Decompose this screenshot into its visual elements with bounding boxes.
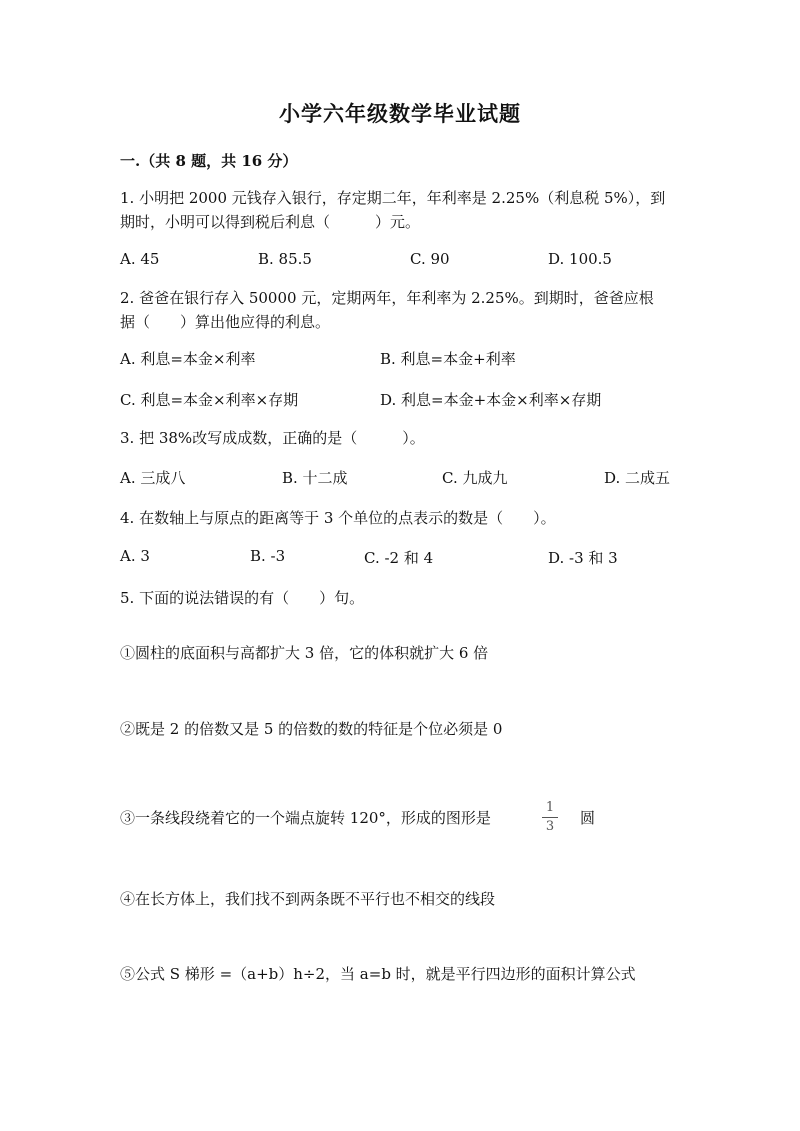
question-2-option-c[interactable]: C. 利息=本金×利率×存期 (120, 391, 299, 409)
question-1-option-d[interactable]: D. 100.5 (548, 250, 612, 268)
question-3-option-b[interactable]: B. 十二成 (282, 469, 348, 487)
question-4-option-c[interactable]: C. -2 和 4 (364, 549, 434, 567)
fraction-one-third (540, 800, 560, 835)
question-5-statement-3-suffix: 圆 (580, 809, 596, 827)
question-5-statement-2: ②既是 2 的倍数又是 5 的倍数的数的特征是个位必须是 0 (120, 720, 503, 738)
question-4-line-1: 4. 在数轴上与原点的距离等于 3 个单位的点表示的数是（ ）。 (120, 509, 556, 527)
question-2-option-b[interactable]: B. 利息=本金+利率 (380, 350, 516, 368)
page-title: 小学六年级数学毕业试题 (279, 101, 521, 126)
question-2-option-a[interactable]: A. 利息=本金×利率 (120, 350, 256, 368)
question-1-line-1: 1. 小明把 2000 元钱存入银行，存定期二年，年利率是 2.25%（利息税 5%），到 (120, 189, 666, 207)
fraction-denominator: 3 (545, 819, 555, 834)
question-3-option-c[interactable]: C. 九成九 (442, 469, 508, 487)
section-heading: 一.（共 8 题，共 16 分） (120, 152, 298, 170)
question-5-statement-1: ①圆柱的底面积与高都扩大 3 倍，它的体积就扩大 6 倍 (120, 644, 489, 662)
question-4-option-b[interactable]: B. -3 (250, 547, 286, 565)
question-4-option-a[interactable]: A. 3 (120, 547, 150, 565)
fraction-bar (542, 817, 558, 818)
question-2-option-d[interactable]: D. 利息=本金+本金×利率×存期 (380, 391, 602, 409)
question-2-line-1: 2. 爸爸在银行存入 50000 元，定期两年，年利率为 2.25%。到期时，爸爸应根 (120, 289, 654, 307)
question-2-line-2: 据（ ）算出他应得的利息。 (120, 313, 331, 331)
question-5-statement-5: ⑤公式 S 梯形 =（a+b）h÷2，当 a=b 时，就是平行四边形的面积计算公式 (120, 965, 636, 983)
question-1-option-a[interactable]: A. 45 (120, 250, 160, 268)
question-5-statement-4: ④在长方体上，我们找不到两条既不平行也不相交的线段 (120, 890, 496, 908)
fraction-numerator: 1 (545, 800, 555, 815)
question-3-option-a[interactable]: A. 三成八 (120, 469, 186, 487)
question-1-option-b[interactable]: B. 85.5 (258, 250, 312, 268)
question-3-option-d[interactable]: D. 二成五 (604, 469, 671, 487)
question-5-line-1: 5. 下面的说法错误的有（ ）句。 (120, 589, 365, 607)
question-1-option-c[interactable]: C. 90 (410, 250, 450, 268)
question-5-statement-3: ③一条线段绕着它的一个端点旋转 120°，形成的图形是 (120, 809, 491, 827)
question-3-line-1: 3. 把 38%改写成成数，正确的是（ ）。 (120, 429, 425, 447)
question-4-option-d[interactable]: D. -3 和 3 (548, 549, 618, 567)
question-1-line-2: 期时，小明可以得到税后利息（ ）元。 (120, 213, 421, 231)
